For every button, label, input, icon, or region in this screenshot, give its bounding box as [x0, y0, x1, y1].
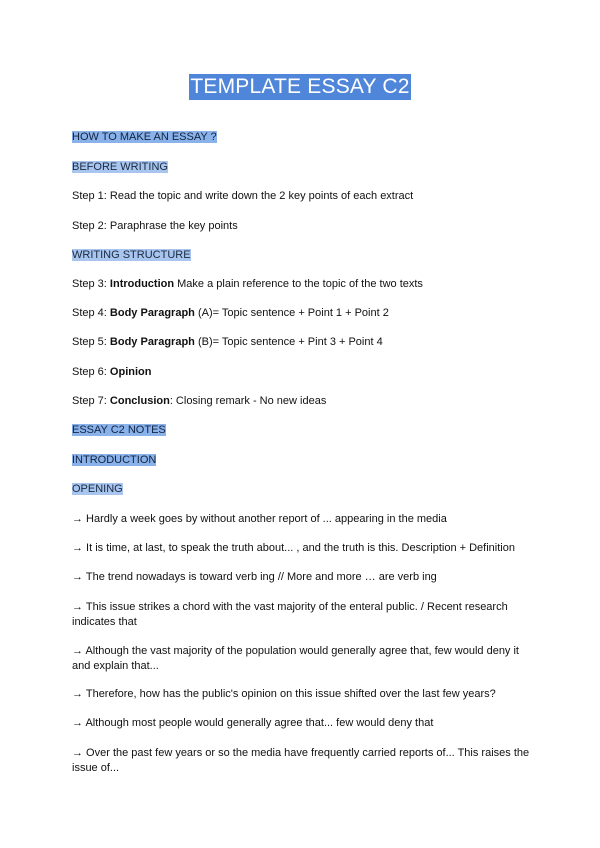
- heading-writing-structure: [72, 248, 532, 263]
- step-5-prefix: Step 5:: [72, 336, 110, 348]
- opening-item: → Over the past few years or so the media have frequently carried reports of... This raises the issue of...: [72, 747, 530, 774]
- step-7-bold: Conclusion: [109, 395, 170, 407]
- step-4-prefix: Step 4:: [72, 307, 110, 319]
- step-5-rest: (B)= Topic sentence + Pint 3 + Point 4: [194, 336, 383, 348]
- step-7: [72, 394, 532, 409]
- heading-how-to-text: HOW TO MAKE AN ESSAY ?: [72, 131, 217, 143]
- step-4-rest: (A)= Topic sentence + Point 1 + Point 2: [194, 307, 389, 319]
- step-5-bold: Body Paragraph: [109, 336, 195, 348]
- heading-opening-text: OPENING: [72, 483, 123, 495]
- heading-introduction-text: INTRODUCTION: [72, 454, 157, 466]
- heading-writing-structure-text: WRITING STRUCTURE: [72, 249, 191, 261]
- opening-item: → Hardly a week goes by without another report of ... appearing in the media: [72, 513, 447, 525]
- opening-item: → Therefore, how has the public's opinion on this issue shifted over the last few years?: [72, 688, 496, 700]
- step-7-rest: : Closing remark - No new ideas: [169, 395, 327, 407]
- heading-notes: [72, 423, 532, 438]
- opening-item: → Although the vast majority of the population would generally agree that, few would deny it and explain that...: [72, 645, 519, 672]
- heading-before-writing: [72, 160, 532, 175]
- step-2: Step 2: Paraphrase the key points: [72, 220, 238, 232]
- step-3: [72, 277, 532, 292]
- opening-item: → The trend nowadays is toward verb ing // More and more … are verb ing: [72, 571, 437, 583]
- heading-introduction: [72, 453, 532, 468]
- step-6: [72, 365, 532, 380]
- step-3-prefix: Step 3:: [72, 278, 110, 290]
- step-4-bold: Body Paragraph: [109, 307, 195, 319]
- heading-how-to: [72, 130, 532, 145]
- step-6-bold: Opinion: [109, 366, 152, 378]
- document-title: TEMPLATE ESSAY C2: [190, 75, 410, 98]
- step-3-rest: Make a plain reference to the topic of the two texts: [174, 278, 423, 290]
- step-5: [72, 335, 532, 350]
- heading-opening: [72, 482, 532, 497]
- step-4: [72, 306, 532, 321]
- title-wrap: [0, 74, 600, 100]
- step-6-prefix: Step 6:: [72, 366, 110, 378]
- step-3-bold: Introduction: [109, 278, 175, 290]
- heading-before-writing-text: BEFORE WRITING: [72, 161, 168, 173]
- opening-item: → This issue strikes a chord with the vast majority of the enteral public. / Recent research indicates that: [72, 601, 508, 628]
- step-1: Step 1: Read the topic and write down the 2 key points of each extract: [72, 190, 414, 202]
- opening-item: → It is time, at last, to speak the truth about... , and the truth is this. Description + Definition: [72, 542, 515, 554]
- opening-item: → Although most people would generally agree that... few would deny that: [72, 717, 434, 729]
- heading-notes-text: ESSAY C2 NOTES: [72, 424, 166, 436]
- step-7-prefix: Step 7:: [72, 395, 110, 407]
